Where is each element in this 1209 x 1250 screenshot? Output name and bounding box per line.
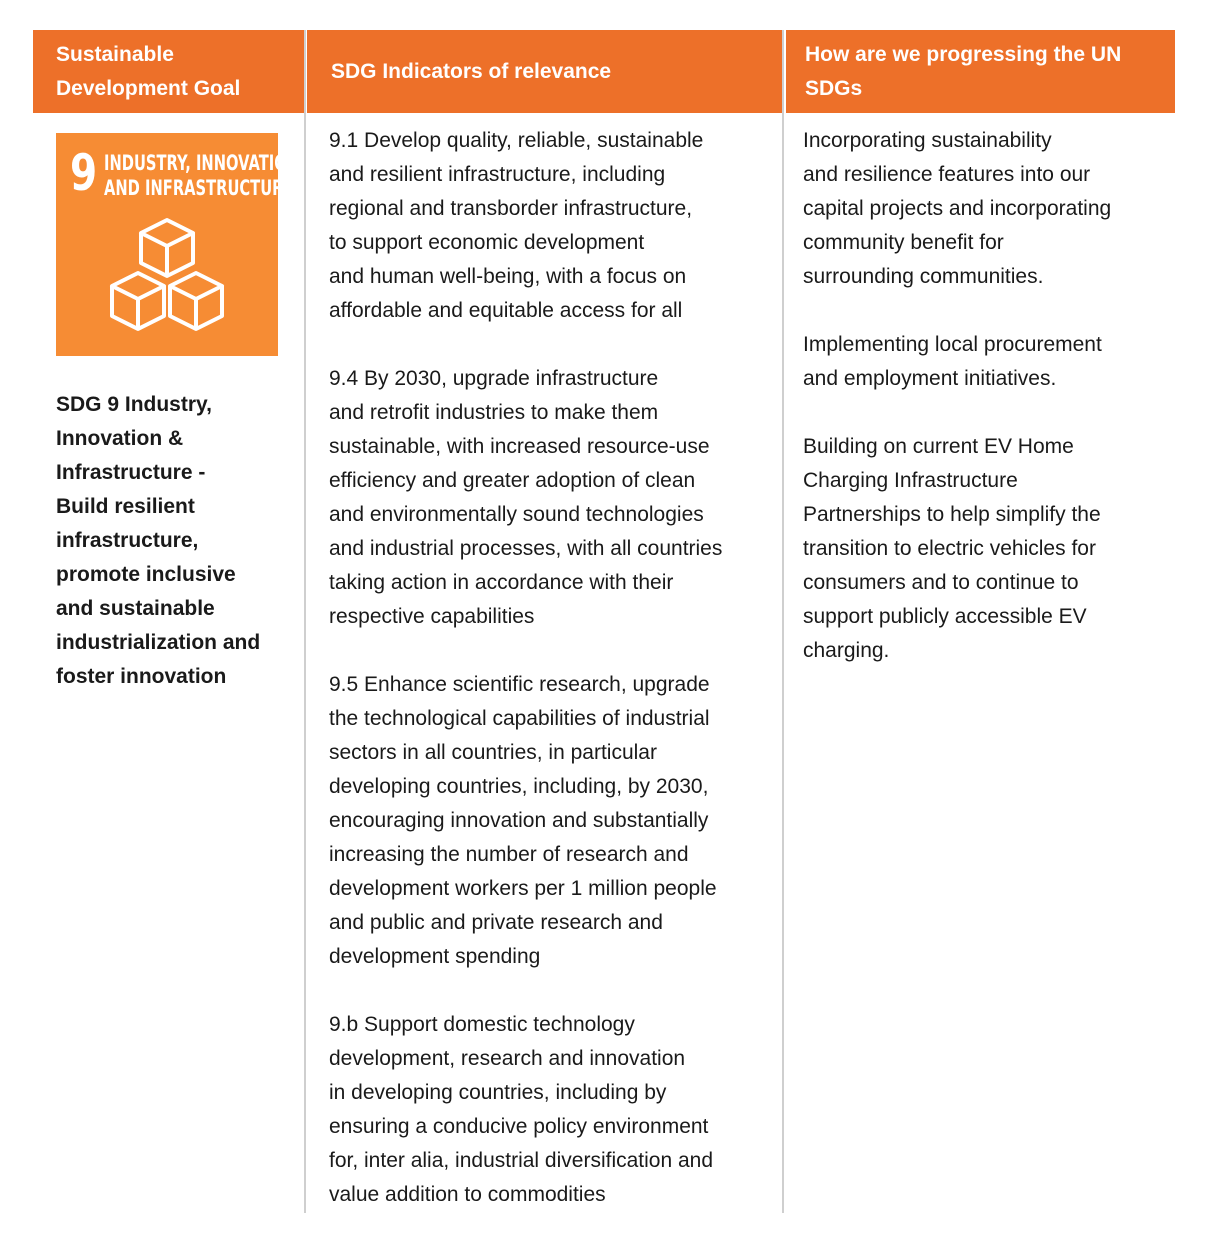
- indicator-line: for, inter alia, industrial diversification and: [329, 1149, 714, 1172]
- indicator-line: regional and transborder infrastructure,: [329, 197, 693, 220]
- header-line: SDGs: [805, 76, 863, 100]
- header-sdg-indicators: [307, 30, 784, 113]
- progress-line: support publicly accessible EV: [803, 605, 1087, 628]
- indicator-line: 9.b Support domestic technology: [329, 1013, 635, 1036]
- goal-line: and sustainable: [56, 597, 215, 620]
- indicator-line: development, research and innovation: [329, 1047, 686, 1070]
- progress-line: surrounding communities.: [803, 265, 1044, 288]
- goal-line: Innovation &: [56, 427, 184, 450]
- indicator-list: [329, 124, 779, 1246]
- indicator-line: development workers per 1 million people: [329, 877, 717, 900]
- indicator-9-4: [329, 362, 779, 634]
- header-line: Development Goal: [56, 76, 241, 100]
- indicator-9-b: [329, 1008, 779, 1212]
- indicator-line: encouraging innovation and substantially: [329, 809, 709, 832]
- goal-line: promote inclusive: [56, 563, 236, 586]
- sdg-tile-title-line: AND INFRASTRUCTURE: [104, 176, 294, 200]
- header-line: How are we progressing the UN: [805, 42, 1122, 66]
- progress-line: Implementing local procurement: [803, 333, 1102, 356]
- goal-line: Infrastructure -: [56, 461, 206, 484]
- indicator-line: the technological capabilities of industrial: [329, 707, 710, 730]
- goal-line: Build resilient: [56, 495, 195, 518]
- progress-line: Incorporating sustainability: [803, 129, 1052, 152]
- indicator-line: efficiency and greater adoption of clean: [329, 469, 696, 492]
- indicator-line: and environmentally sound technologies: [329, 503, 704, 526]
- indicator-line: and public and private research and: [329, 911, 663, 934]
- indicator-line: and human well-being, with a focus on: [329, 265, 687, 288]
- progress-item-capital-projects: [803, 124, 1173, 294]
- goal-line: foster innovation: [56, 665, 227, 688]
- table-row: [33, 113, 1175, 1213]
- progress-line: Partnerships to help simplify the: [803, 503, 1101, 526]
- sdg-tile-title: [104, 151, 300, 201]
- progress-line: charging.: [803, 639, 890, 662]
- indicator-line: 9.4 By 2030, upgrade infrastructure: [329, 367, 659, 390]
- progress-line: community benefit for: [803, 231, 1004, 254]
- table-header: [33, 30, 1175, 113]
- indicator-line: 9.5 Enhance scientific research, upgrade: [329, 673, 710, 696]
- indicator-line: respective capabilities: [329, 605, 535, 628]
- progress-list: [803, 124, 1173, 702]
- goal-line: SDG 9 Industry,: [56, 393, 212, 416]
- indicators-column: [304, 113, 784, 1213]
- indicator-line: in developing countries, including by: [329, 1081, 667, 1104]
- goal-description: [56, 388, 296, 694]
- indicator-line: and resilient infrastructure, including: [329, 163, 666, 186]
- indicator-line: ensuring a conducive policy environment: [329, 1115, 709, 1138]
- header-line: Sustainable: [56, 42, 174, 66]
- indicator-line: value addition to commodities: [329, 1183, 606, 1206]
- sdg-9-tile: [56, 133, 300, 356]
- indicator-line: to support economic development: [329, 231, 645, 254]
- sdg-number: 9: [70, 144, 98, 202]
- header-line: SDG Indicators of relevance: [331, 59, 612, 83]
- stacked-cubes-icon: [108, 216, 226, 334]
- indicator-9-5: [329, 668, 779, 974]
- header-sustainable-development-goal: [33, 30, 304, 113]
- indicator-9-1: [329, 124, 779, 328]
- indicator-line: sectors in all countries, in particular: [329, 741, 657, 764]
- indicator-line: sustainable, with increased resource-use: [329, 435, 710, 458]
- progress-line: Charging Infrastructure: [803, 469, 1018, 492]
- indicator-line: and industrial processes, with all countries: [329, 537, 723, 560]
- indicator-line: affordable and equitable access for all: [329, 299, 683, 322]
- goal-line: industrialization and: [56, 631, 261, 654]
- progress-line: capital projects and incorporating: [803, 197, 1112, 220]
- sdg-tile-title-line: INDUSTRY, INNOVATION: [104, 151, 300, 175]
- indicator-line: and retrofit industries to make them: [329, 401, 659, 424]
- progress-column: [784, 113, 1175, 1213]
- indicator-line: developing countries, including, by 2030,: [329, 775, 709, 798]
- indicator-line: taking action in accordance with their: [329, 571, 674, 594]
- progress-line: Building on current EV Home: [803, 435, 1074, 458]
- progress-line: consumers and to continue to: [803, 571, 1079, 594]
- progress-item-local-procurement: [803, 328, 1173, 396]
- progress-line: and resilience features into our: [803, 163, 1091, 186]
- goal-line: infrastructure,: [56, 529, 199, 552]
- sdg-table: [33, 30, 1175, 1213]
- indicator-line: development spending: [329, 945, 541, 968]
- header-progress: [786, 30, 1175, 113]
- indicator-line: increasing the number of research and: [329, 843, 689, 866]
- progress-line: transition to electric vehicles for: [803, 537, 1096, 560]
- progress-line: and employment initiatives.: [803, 367, 1057, 390]
- goal-column: [33, 113, 304, 1213]
- indicator-line: 9.1 Develop quality, reliable, sustainable: [329, 129, 704, 152]
- progress-item-ev-charging: [803, 430, 1173, 668]
